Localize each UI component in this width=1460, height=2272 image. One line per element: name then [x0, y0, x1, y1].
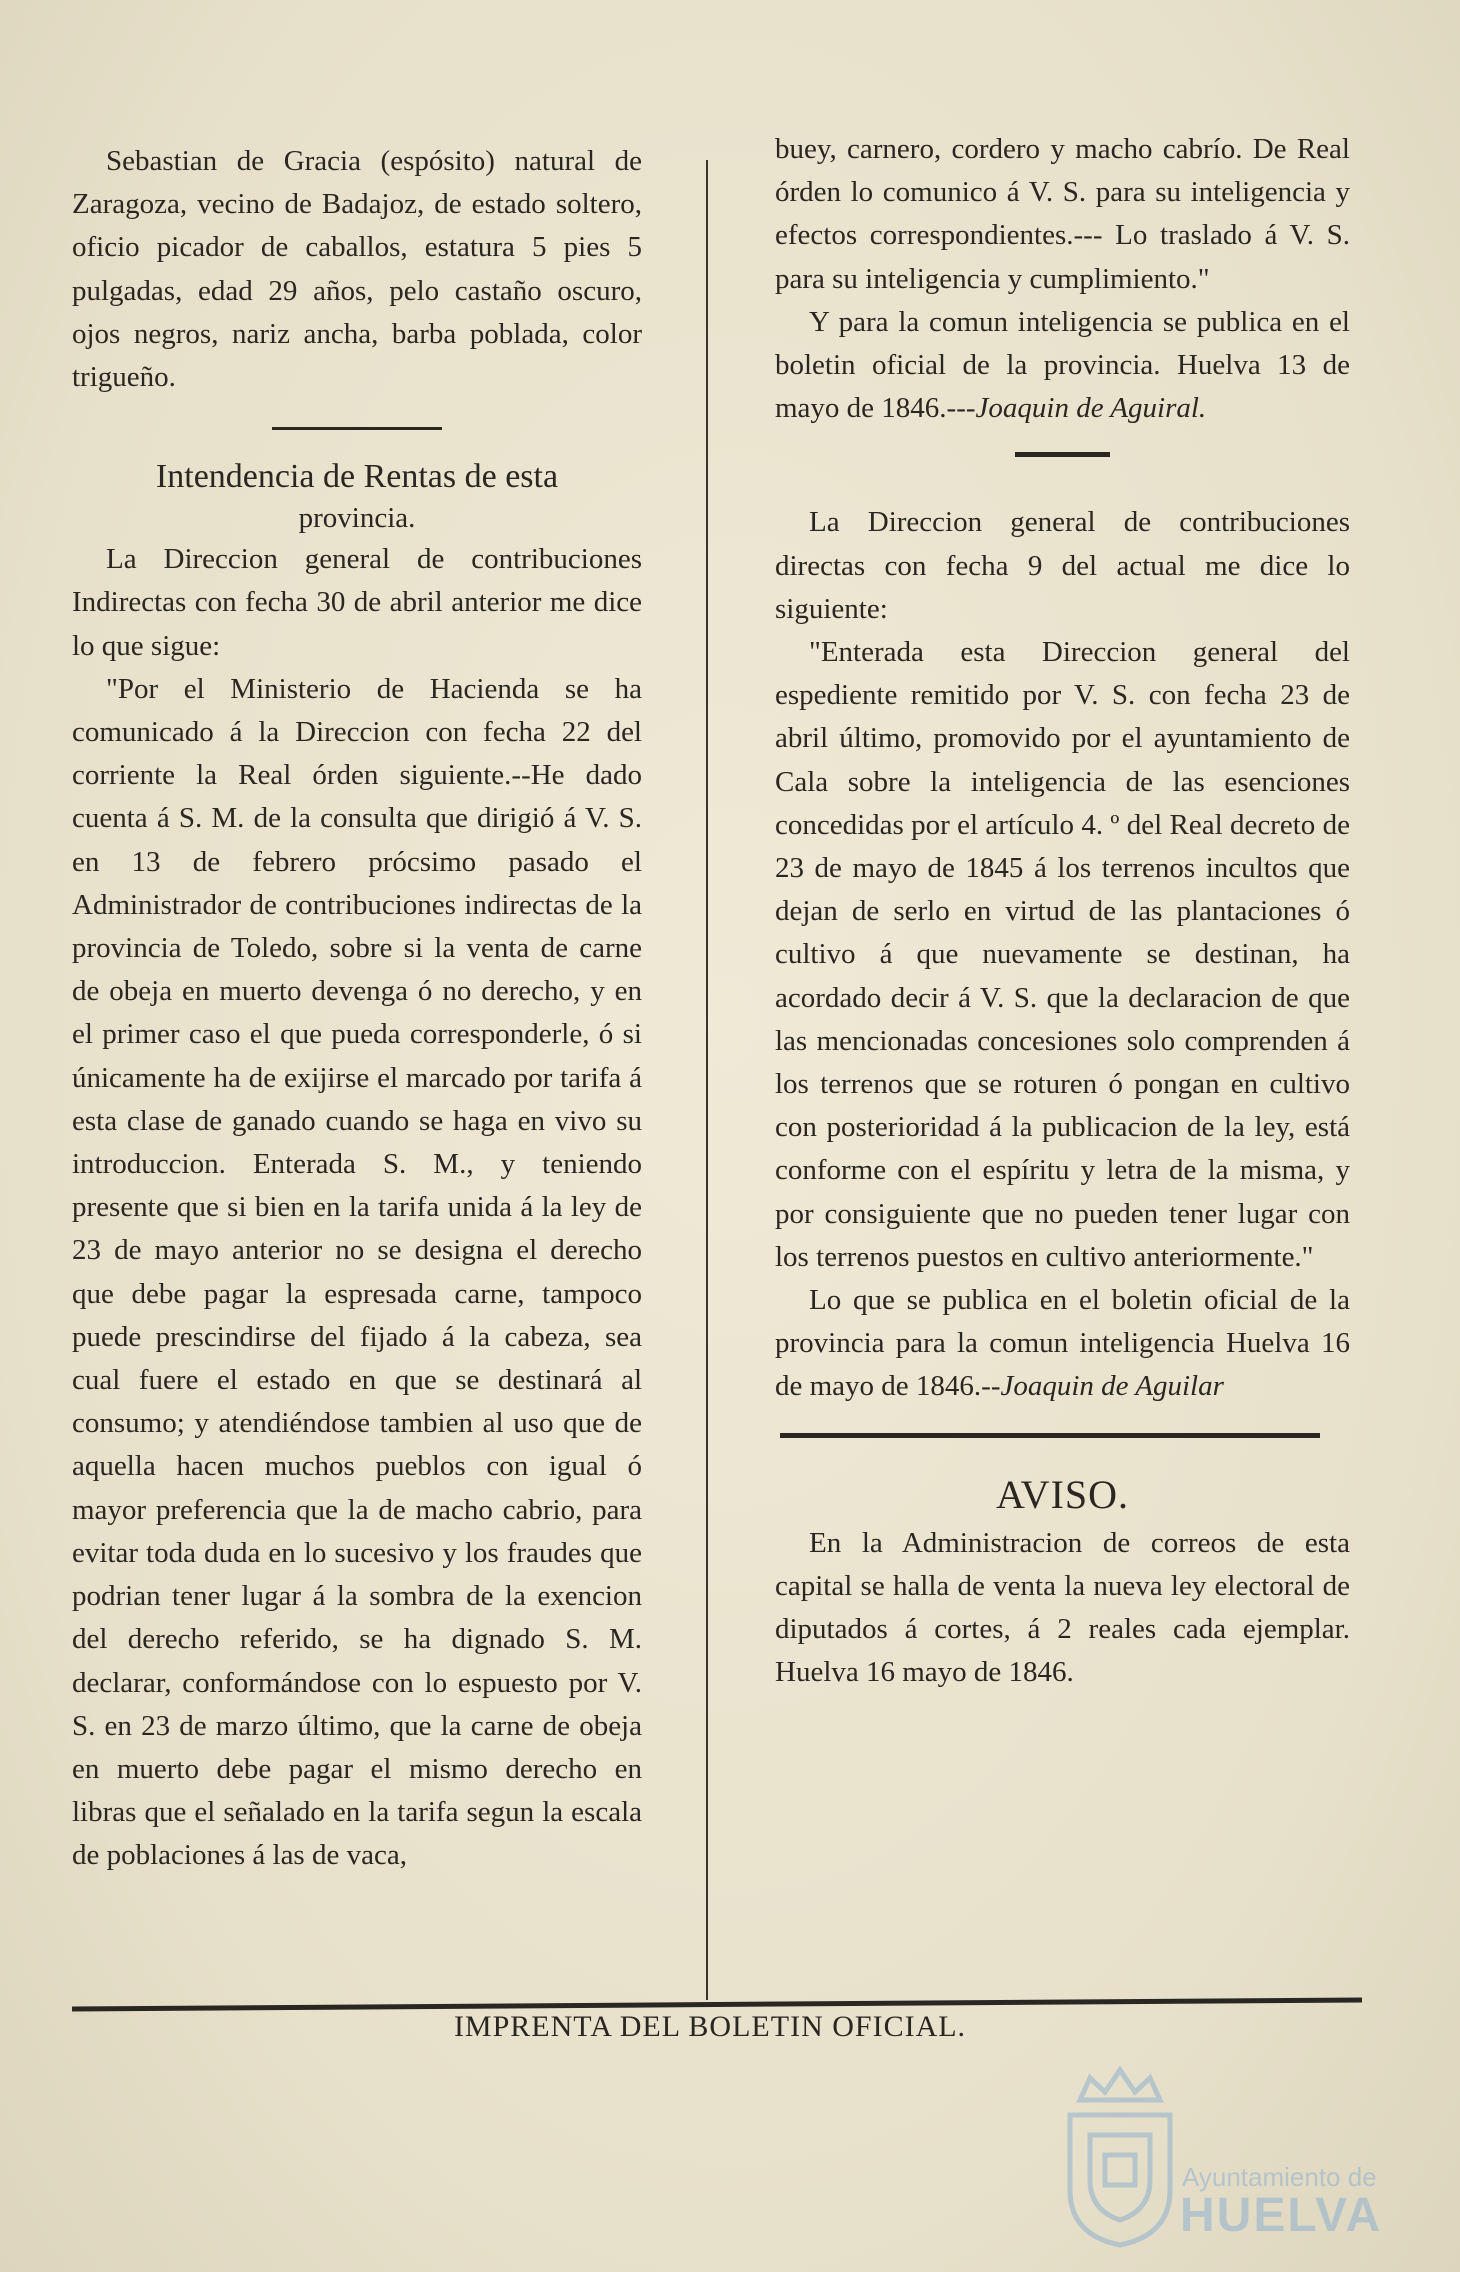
printer-imprint: IMPRENTA DEL BOLETIN OFICIAL.	[453, 2010, 967, 2043]
signature: Joaquin de Aguilar	[1000, 1370, 1224, 1403]
continued-paragraph: buey, carnero, cordero y macho cabrío. De Real órden lo comunico á V. S. para su inteligencia y efectos correspondientes.--- Lo traslado á V. S. para su inteligencia y cumplimiento."	[775, 133, 1350, 295]
section-subheading: provincia.	[298, 502, 416, 535]
section-divider	[272, 427, 442, 430]
watermark-line-2: HUELVA	[1180, 2189, 1383, 2242]
description-paragraph: Sebastian de Gracia (espósito) natural de Zaragoza, vecino de Badajoz, de estado soltero, oficio picador de caballos, estatura 5 pies 5 pulgadas, edad 29 años, pelo castaño oscuro, ojos negros, nariz ancha, barba poblada, color trigueño.	[72, 145, 642, 394]
coat-of-arms-icon	[1050, 2060, 1190, 2250]
body-paragraph	[775, 301, 1350, 431]
paragraph-text: Y para la comun inteligencia se publica en el boletin oficial de la provincia. Huelva 13 de mayo de 1846.---	[775, 305, 1350, 425]
body-paragraph: La Direccion general de contribuciones Indirectas con fecha 30 de abril anterior me dice lo que sigue:	[72, 543, 642, 662]
paragraph-text: Lo que se publica en el boletin oficial de la provincia para la comun inteligencia Huelva 16 de mayo de 1846.--	[775, 1284, 1350, 1403]
watermark-line-1: Ayuntamiento de	[1182, 2162, 1377, 2192]
watermark	[1040, 2060, 1400, 2250]
section-heading: Intendencia de Rentas de esta	[155, 458, 559, 496]
notice-title: AVISO.	[995, 1471, 1130, 1517]
column-divider	[706, 160, 708, 2000]
body-paragraph	[775, 1279, 1350, 1409]
signature: Joaquin de Aguiral.	[975, 392, 1207, 425]
left-column	[72, 140, 642, 1878]
body-paragraph: "Por el Ministerio de Hacienda se ha comunicado á la Direccion con fecha 22 del corriente la Real órden siguiente.--He dado cuenta á S. M. de la consulta que dirigió á V. S. en 13 de febrero prócsimo pasado el Administrador de contribuciones indirectas de la provincia de Toledo, sobre si la venta de carne de obeja en muerto devenga ó no derecho, y en el primer caso el que pueda corresponderle, ó si únicamente ha de exijirse el marcado por tarifa á esta clase de ganado cuando se haga en vivo su introduccion. Enterada S. M., y teniendo presente que si bien en la tarifa unida á la ley de 23 de mayo anterior no se designa el derecho que debe pagar la espresada carne, tampoco puede prescindirse del fijado á la cabeza, sea cual fuere el estado en que se destinará al consumo; y atendiéndose tambien al uso que de aquella hacen muchos pueblos con igual ó mayor preferencia que la de macho cabrio, para evitar toda duda en lo sucesivo y los fraudes que podrian tener lugar á la sombra de la exencion del derecho referido, se ha dignado S. M. declarar, conformándose con lo espuesto por V. S. en 23 de marzo último, que la carne de obeja en muerto debe pagar el mismo derecho en libras que el señalado en la tarifa segun la escala de poblaciones á las de vaca,	[72, 672, 642, 1872]
right-column	[775, 128, 1350, 1695]
section-divider	[1015, 452, 1110, 457]
notice-text: En la Administracion de correos de esta capital se halla de venta la nueva ley electoral de diputados á cortes, á 2 reales cada ejemplar. Huelva 16 mayo de 1846.	[775, 1526, 1350, 1689]
section-divider	[780, 1433, 1320, 1438]
body-paragraph: La Direccion general de contribuciones directas con fecha 9 del actual me dice lo siguiente:	[775, 506, 1350, 625]
body-paragraph: "Enterada esta Direccion general del espediente remitido por V. S. con fecha 23 de abril último, promovido por el ayuntamiento de Cala sobre la inteligencia de las esenciones concedidas por el artículo 4. º del Real decreto de 23 de mayo de 1845 á los terrenos incultos que dejan de serlo en virtud de las plantaciones ó cultivo á que nuevamente se destinan, ha acordado decir á V. S. que la declaracion de que las mencionadas concesiones solo comprenden á los terrenos que se roturen ó pongan en cultivo con posterioridad á la publicacion de la ley, está conforme con el espíritu y letra de la misma, y por consiguiente que no pueden tener lugar con los terrenos puestos en cultivo anteriormente."	[775, 636, 1350, 1273]
